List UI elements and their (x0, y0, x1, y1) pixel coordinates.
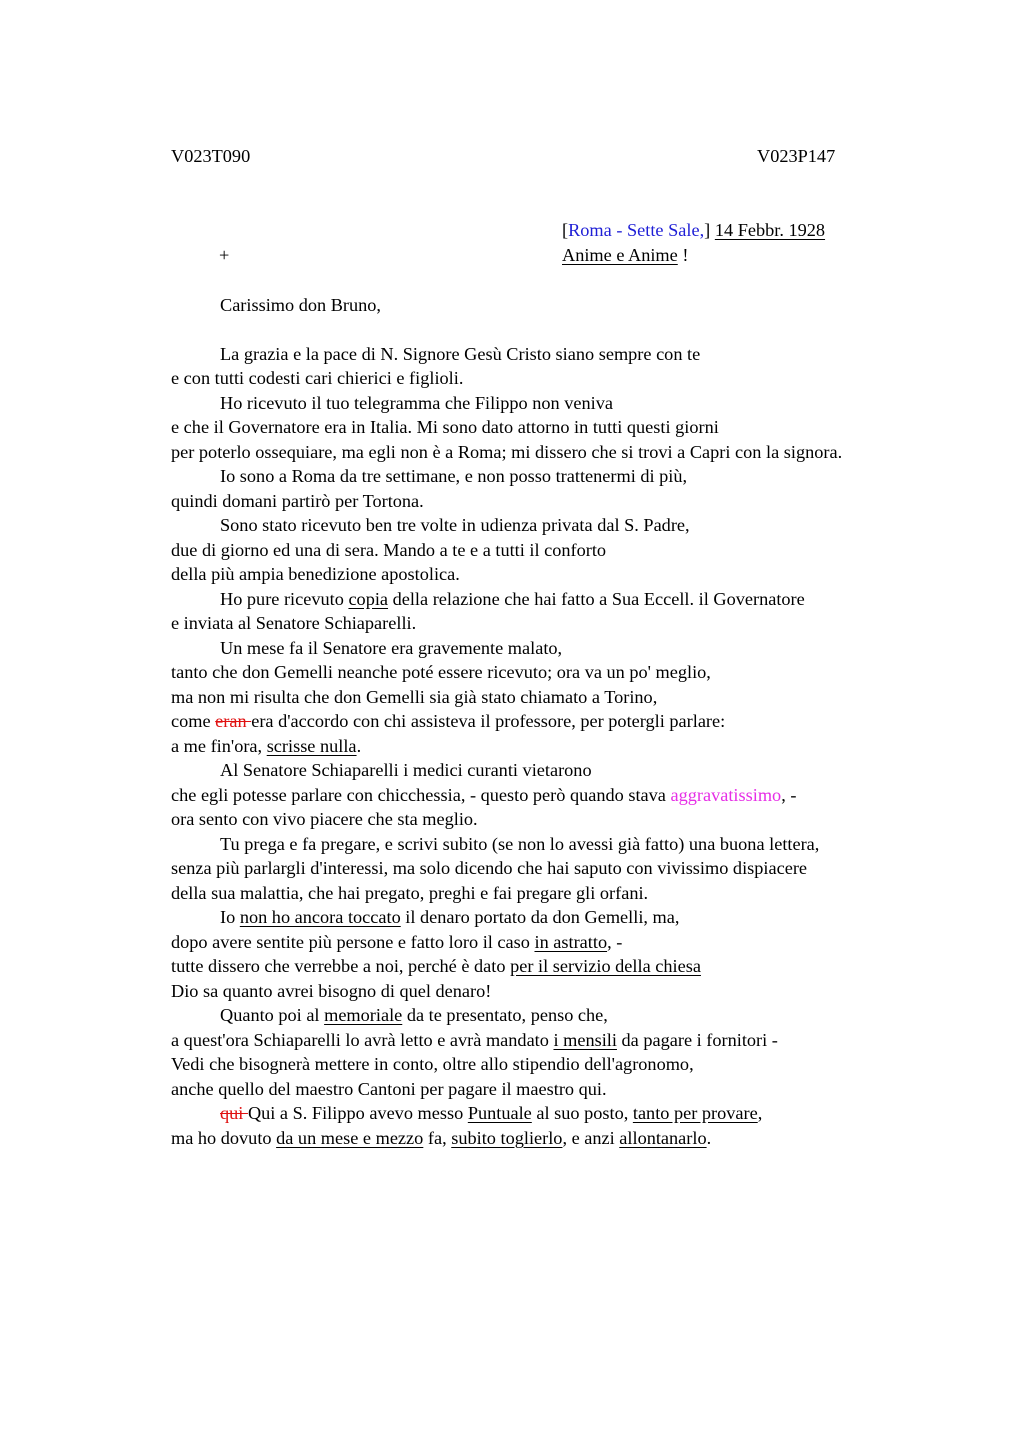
body-line: Sono stato ricevuto ben tre volte in udienza privata dal S. Padre, (220, 515, 690, 535)
text-segment: , (757, 1103, 763, 1123)
body-line: Al Senatore Schiaparelli i medici curanti vietarono (220, 760, 592, 780)
text-segment: , - (607, 932, 623, 952)
motto-text: Anime e Anime (562, 245, 678, 265)
struck-text: qui (220, 1103, 248, 1123)
document-code-right: V023P147 (757, 146, 836, 166)
underlined-text: tanto per provare (632, 1103, 758, 1123)
text-segment: a me fin'ora, (171, 736, 267, 756)
body-line: per poterlo ossequiare, ma egli non è a Roma; mi dissero che si trovi a Capri con la signora. (171, 442, 843, 462)
body-line: e che il Governatore era in Italia. Mi sono dato attorno in tutti questi giorni (171, 417, 719, 437)
body-line: quindi domani partirò per Tortona. (171, 491, 424, 511)
text-segment: era d'accordo con chi assisteva il professore, per potergli parlare: (251, 711, 726, 731)
body-line: Ho ricevuto il tuo telegramma che Filippo non veniva (220, 393, 613, 413)
bracket-close: ] (704, 220, 711, 240)
underlined-text: i mensili (553, 1030, 617, 1050)
highlighted-text: aggravatissimo (670, 785, 782, 805)
underlined-text: copia (348, 589, 389, 609)
body-line (220, 1003, 608, 1027)
body-line (171, 734, 361, 758)
text-segment: Qui a S. Filippo avevo messo (247, 1103, 468, 1123)
salutation: Carissimo don Bruno, (220, 295, 381, 315)
text-segment: , - (781, 785, 797, 805)
letter-date: 14 Febbr. 1928 (714, 220, 826, 240)
body-line (171, 1028, 778, 1052)
text-segment: fa, (423, 1128, 452, 1148)
underlined-text: per il servizio della chiesa (510, 956, 701, 976)
text-segment: della relazione che hai fatto a Sua Eccell. il Governatore (388, 589, 805, 609)
body-line (171, 930, 622, 954)
body-line: e inviata al Senatore Schiaparelli. (171, 613, 417, 633)
body-line: La grazia e la pace di N. Signore Gesù Cristo siano sempre con te (220, 344, 701, 364)
text-segment: al suo posto, (531, 1103, 633, 1123)
dateline (562, 220, 825, 241)
body-line: Tu prega e fa pregare, e scrivi subito (se non lo avessi già fatto) una buona lettera, (220, 834, 820, 854)
body-line: anche quello del maestro Cantoni per pagare il maestro qui. (171, 1079, 607, 1099)
body-line: e con tutti codesti cari chierici e figlioli. (171, 368, 464, 388)
body-line: ma non mi risulta che don Gemelli sia già stato chiamato a Torino, (171, 687, 658, 707)
body-line: due di giorno ed una di sera. Mando a te e a tutti il conforto (171, 540, 607, 560)
body-line (171, 709, 725, 733)
text-segment: a quest'ora Schiaparelli lo avrà letto e avrà mandato (171, 1030, 554, 1050)
document-code-left: V023T090 (171, 146, 251, 166)
text-segment: come (171, 711, 216, 731)
body-line: senza più parlargli d'interessi, ma solo dicendo che hai saputo con vivissimo dispiacere (171, 858, 808, 878)
body-line: tanto che don Gemelli neanche poté essere ricevuto; ora va un po' meglio, (171, 662, 711, 682)
text-segment: il denaro portato da don Gemelli, ma, (400, 907, 680, 927)
body-line (220, 587, 805, 611)
body-line: della sua malattia, che hai pregato, preghi e fai pregare gli orfani. (171, 883, 649, 903)
text-segment: Ho pure ricevuto (220, 589, 349, 609)
text-segment: dopo avere sentite più persone e fatto loro il caso (171, 932, 535, 952)
place-name: Roma - Sette Sale, (568, 220, 705, 240)
underlined-text: in astratto (534, 932, 608, 952)
cross-symbol: + (219, 245, 230, 265)
body-line: della più ampia benedizione apostolica. (171, 564, 460, 584)
text-segment: Io (220, 907, 240, 927)
text-segment: Quanto poi al (220, 1005, 325, 1025)
underlined-text: allontanarlo (619, 1128, 707, 1148)
body-line: Vedi che bisognerà mettere in conto, oltre allo stipendio dell'agronomo, (171, 1054, 694, 1074)
body-line (171, 954, 701, 978)
text-segment: da te presentato, penso che, (402, 1005, 608, 1025)
body-line (220, 905, 679, 929)
text-segment: da pagare i fornitori - (616, 1030, 778, 1050)
body-line: Io sono a Roma da tre settimane, e non posso trattenermi di più, (220, 466, 688, 486)
body-line: ora sento con vivo piacere che sta meglio. (171, 809, 478, 829)
text-segment: tutte dissero che verrebbe a noi, perché è dato (171, 956, 511, 976)
body-line: Dio sa quanto avrei bisogno di quel denaro! (171, 981, 492, 1001)
underlined-text: scrisse nulla (266, 736, 357, 756)
text-segment: ma ho dovuto (171, 1128, 277, 1148)
struck-text: eran (215, 711, 252, 731)
underlined-text: memoriale (324, 1005, 403, 1025)
underlined-text: da un mese e mezzo (276, 1128, 424, 1148)
text-segment: , e anzi (562, 1128, 620, 1148)
bracket-open: [ (562, 220, 569, 240)
text-segment: . (356, 736, 362, 756)
body-line: Un mese fa il Senatore era gravemente malato, (220, 638, 563, 658)
body-line (171, 783, 796, 807)
underlined-text: subito toglierlo (451, 1128, 563, 1148)
text-segment: che egli potesse parlare con chicchessia, - questo però quando stava (171, 785, 671, 805)
body-line (171, 1126, 711, 1150)
motto (562, 245, 688, 266)
text-segment: . (706, 1128, 712, 1148)
body-line (220, 1101, 762, 1125)
underlined-text: Puntuale (467, 1103, 532, 1123)
motto-end: ! (677, 245, 689, 265)
underlined-text: non ho ancora toccato (239, 907, 401, 927)
